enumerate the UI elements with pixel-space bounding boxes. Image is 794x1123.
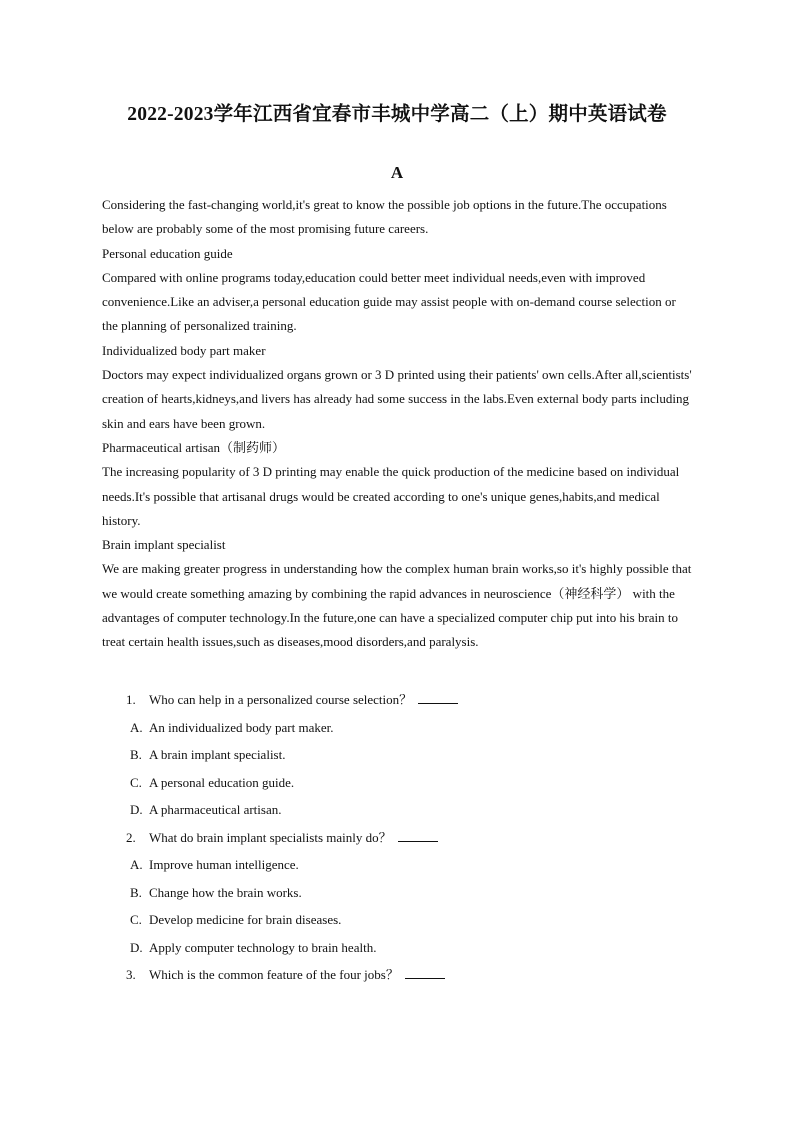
answer-blank[interactable]	[405, 964, 445, 979]
option-text: An individualized body part maker.	[149, 719, 334, 735]
option-text: Improve human intelligence.	[149, 857, 299, 872]
option	[102, 741, 694, 769]
job-description: We are making greater progress in understanding how the complex human brain works,so it's highly possible that we would create something amazing by combining the rapid advances in neuroscience（神经科学） with the advantages of computer technology.In the future,one can have a specialized computer chip put into his brain to treat certain health issues,such as diseases,mood disorders,and paralysis.	[102, 561, 692, 650]
option	[102, 851, 694, 879]
question-text: What do brain implant specialists mainly do？	[149, 829, 392, 845]
question-number: 3.	[126, 967, 136, 982]
job-description: The increasing popularity of 3 D printing may enable the quick production of the medicine based on individual needs.It's possible that artisanal drugs would be created according to one's unique genes,habits,and medical history.	[102, 464, 680, 528]
question-1	[102, 686, 694, 714]
option-letter: B.	[130, 747, 142, 762]
answer-blank[interactable]	[398, 827, 438, 842]
option-text: A personal education guide.	[149, 774, 295, 790]
option-text: Change how the brain works.	[149, 884, 302, 900]
question-number: 2.	[126, 829, 136, 845]
option-text: Develop medicine for brain diseases.	[149, 912, 342, 927]
job-heading: Brain implant specialist	[102, 537, 226, 553]
option	[102, 934, 694, 962]
question-list	[102, 686, 694, 989]
question-text: Which is the common feature of the four jobs？	[149, 967, 399, 982]
option	[102, 796, 694, 824]
option	[102, 714, 694, 742]
question-number: 1.	[126, 692, 136, 707]
exam-title: 2022-2023学年江西省宜春市丰城中学高二（上）期中英语试卷	[127, 104, 667, 125]
question-3	[102, 961, 694, 989]
option	[102, 906, 694, 934]
question-text: Who can help in a personalized course selection？	[149, 692, 413, 707]
job-heading: Personal education guide	[102, 245, 233, 261]
option	[102, 769, 694, 797]
section-label: A	[390, 163, 404, 182]
option-letter: B.	[130, 884, 142, 900]
option-letter: C.	[130, 774, 142, 790]
reading-passage	[102, 193, 694, 655]
job-heading: Pharmaceutical artisan（制药师）	[102, 439, 286, 455]
job-description: Doctors may expect individualized organs grown or 3 D printed using their patients' own cells.After all,scientists' creation of hearts,kidneys,and livers has already had some success in the labs.Even external body parts including skin and ears have been grown.	[102, 367, 692, 431]
answer-blank[interactable]	[418, 689, 458, 704]
option-letter: C.	[130, 912, 142, 927]
option-letter: D.	[130, 802, 143, 817]
option-text: A pharmaceutical artisan.	[149, 802, 282, 817]
option-letter: D.	[130, 939, 143, 955]
option-text: A brain implant specialist.	[149, 747, 286, 762]
job-description: Compared with online programs today,education could better meet individual needs,even with improved convenience.Like an adviser,a personal education guide may assist people with on-demand course selection or the planning of personalized training.	[102, 269, 676, 334]
option-letter: A.	[130, 719, 143, 735]
option	[102, 879, 694, 907]
option-letter: A.	[130, 857, 143, 872]
question-2	[102, 824, 694, 852]
job-heading: Individualized body part maker	[102, 342, 266, 358]
passage-intro: Considering the fast-changing world,it's great to know the possible job options in the future.The occupations below are probably some of the most promising future careers.	[102, 197, 667, 237]
option-text: Apply computer technology to brain health.	[149, 939, 377, 955]
